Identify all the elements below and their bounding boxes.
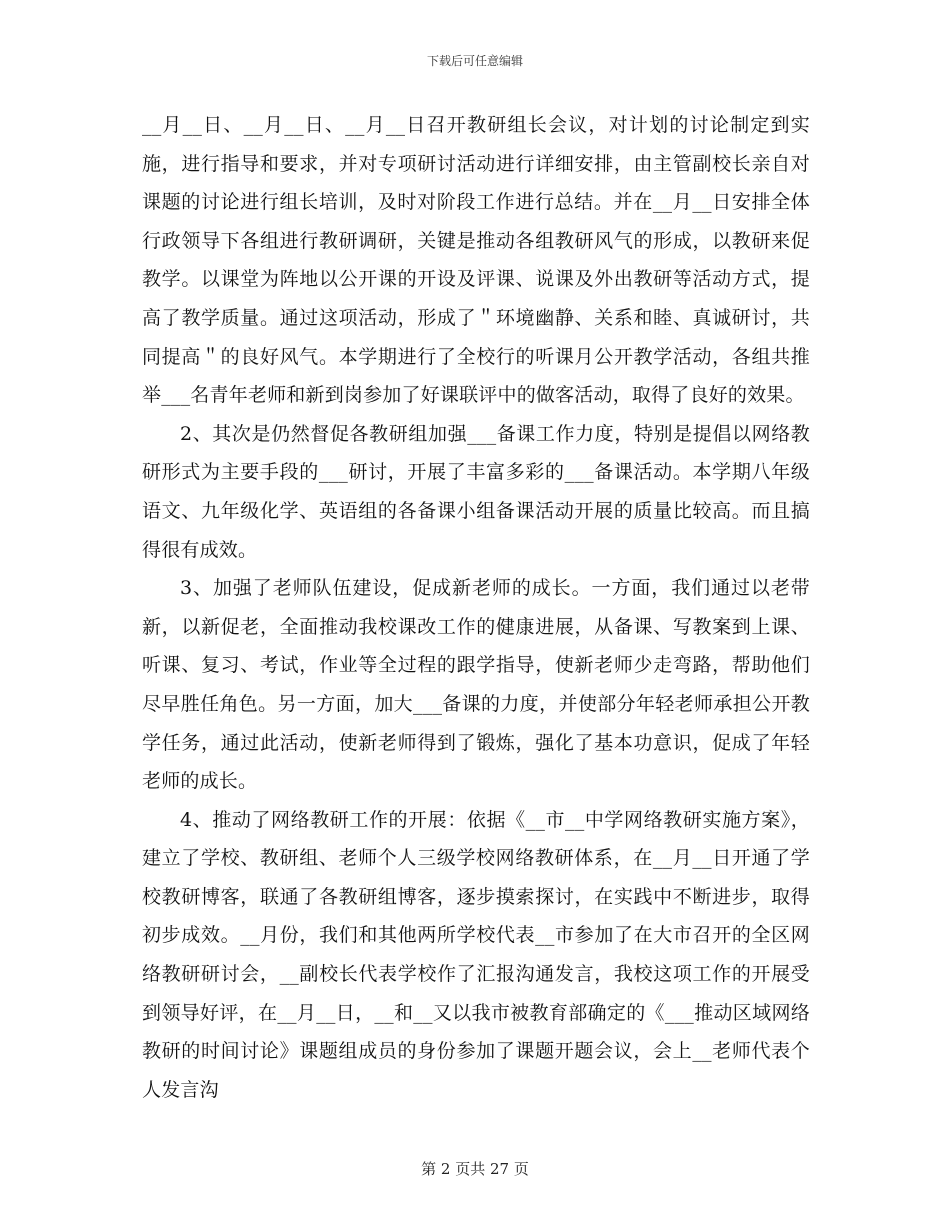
paragraph-4: 4、推动了网络教研工作的开展：依据《__市__中学网络教研实施方案》，建立了学校、教研组、老师个人三级学校网络教研体系，在__月__日开通了学校教研博客，联通了各教研组博客，逐步摸索探讨，在实践中不断进步，取得初步成效。__月份，我们和其他两所学校代表__市参加了在大市召开的全区网络教研研讨会，__副校长代表学校作了汇报沟通发言，我校这项工作的开展受到领导好评，在__月__日，__和__又以我市被教育部确定的《___推动区域网络教研的时间讨论》课题组成员的身份参加了课题开题会议，会上__老师代表个人发言沟 — [142, 808, 810, 1101]
paragraph-2: 2、其次是仍然督促各教研组加强___备课工作力度，特别是提倡以网络教研形式为主要手段的___研讨，开展了丰富多彩的___备课活动。本学期八年级语文、九年级化学、英语组的各备课小组备课活动开展的质量比较高。而且搞得很有成效。 — [142, 422, 810, 561]
paragraph-3: 3、加强了老师队伍建设，促成新老师的成长。一方面，我们通过以老带新，以新促老，全面推动我校课改工作的健康进展，从备课、写教案到上课、听课、复习、考试，作业等全过程的跟学指导，使新老师少走弯路，帮助他们尽早胜任角色。另一方面，加大___备课的力度，并使部分年轻老师承担公开教学任务，通过此活动，使新老师得到了锻炼，强化了基本功意识，促成了年轻老师的成长。 — [142, 577, 810, 793]
page-number: 第 2 页共 27 页 — [421, 1160, 529, 1178]
paragraph-1: __月__日、__月__日、__月__日召开教研组长会议，对计划的讨论制定到实施，进行指导和要求，并对专项研讨活动进行详细安排，由主管副校长亲自对课题的讨论进行组长培训，及时对阶段工作进行总结。并在__月__日安排全体行政领导下各组进行教研调研，关键是推动各组教研风气的形成，以教研来促教学。以课堂为阵地以公开课的开设及评课、说课及外出教研等活动方式，提高了教学质量。通过这项活动，形成了＂环境幽静、关系和睦、真诚研讨，共同提高＂的良好风气。本学期进行了全校行的听课月公开教学活动，各组共推举___名青年老师和新到岗参加了好课联评中的做客活动，取得了良好的效果。 — [142, 114, 810, 407]
page-header: 下载后可任意编辑 — [426, 54, 523, 68]
document-body — [142, 106, 810, 1109]
